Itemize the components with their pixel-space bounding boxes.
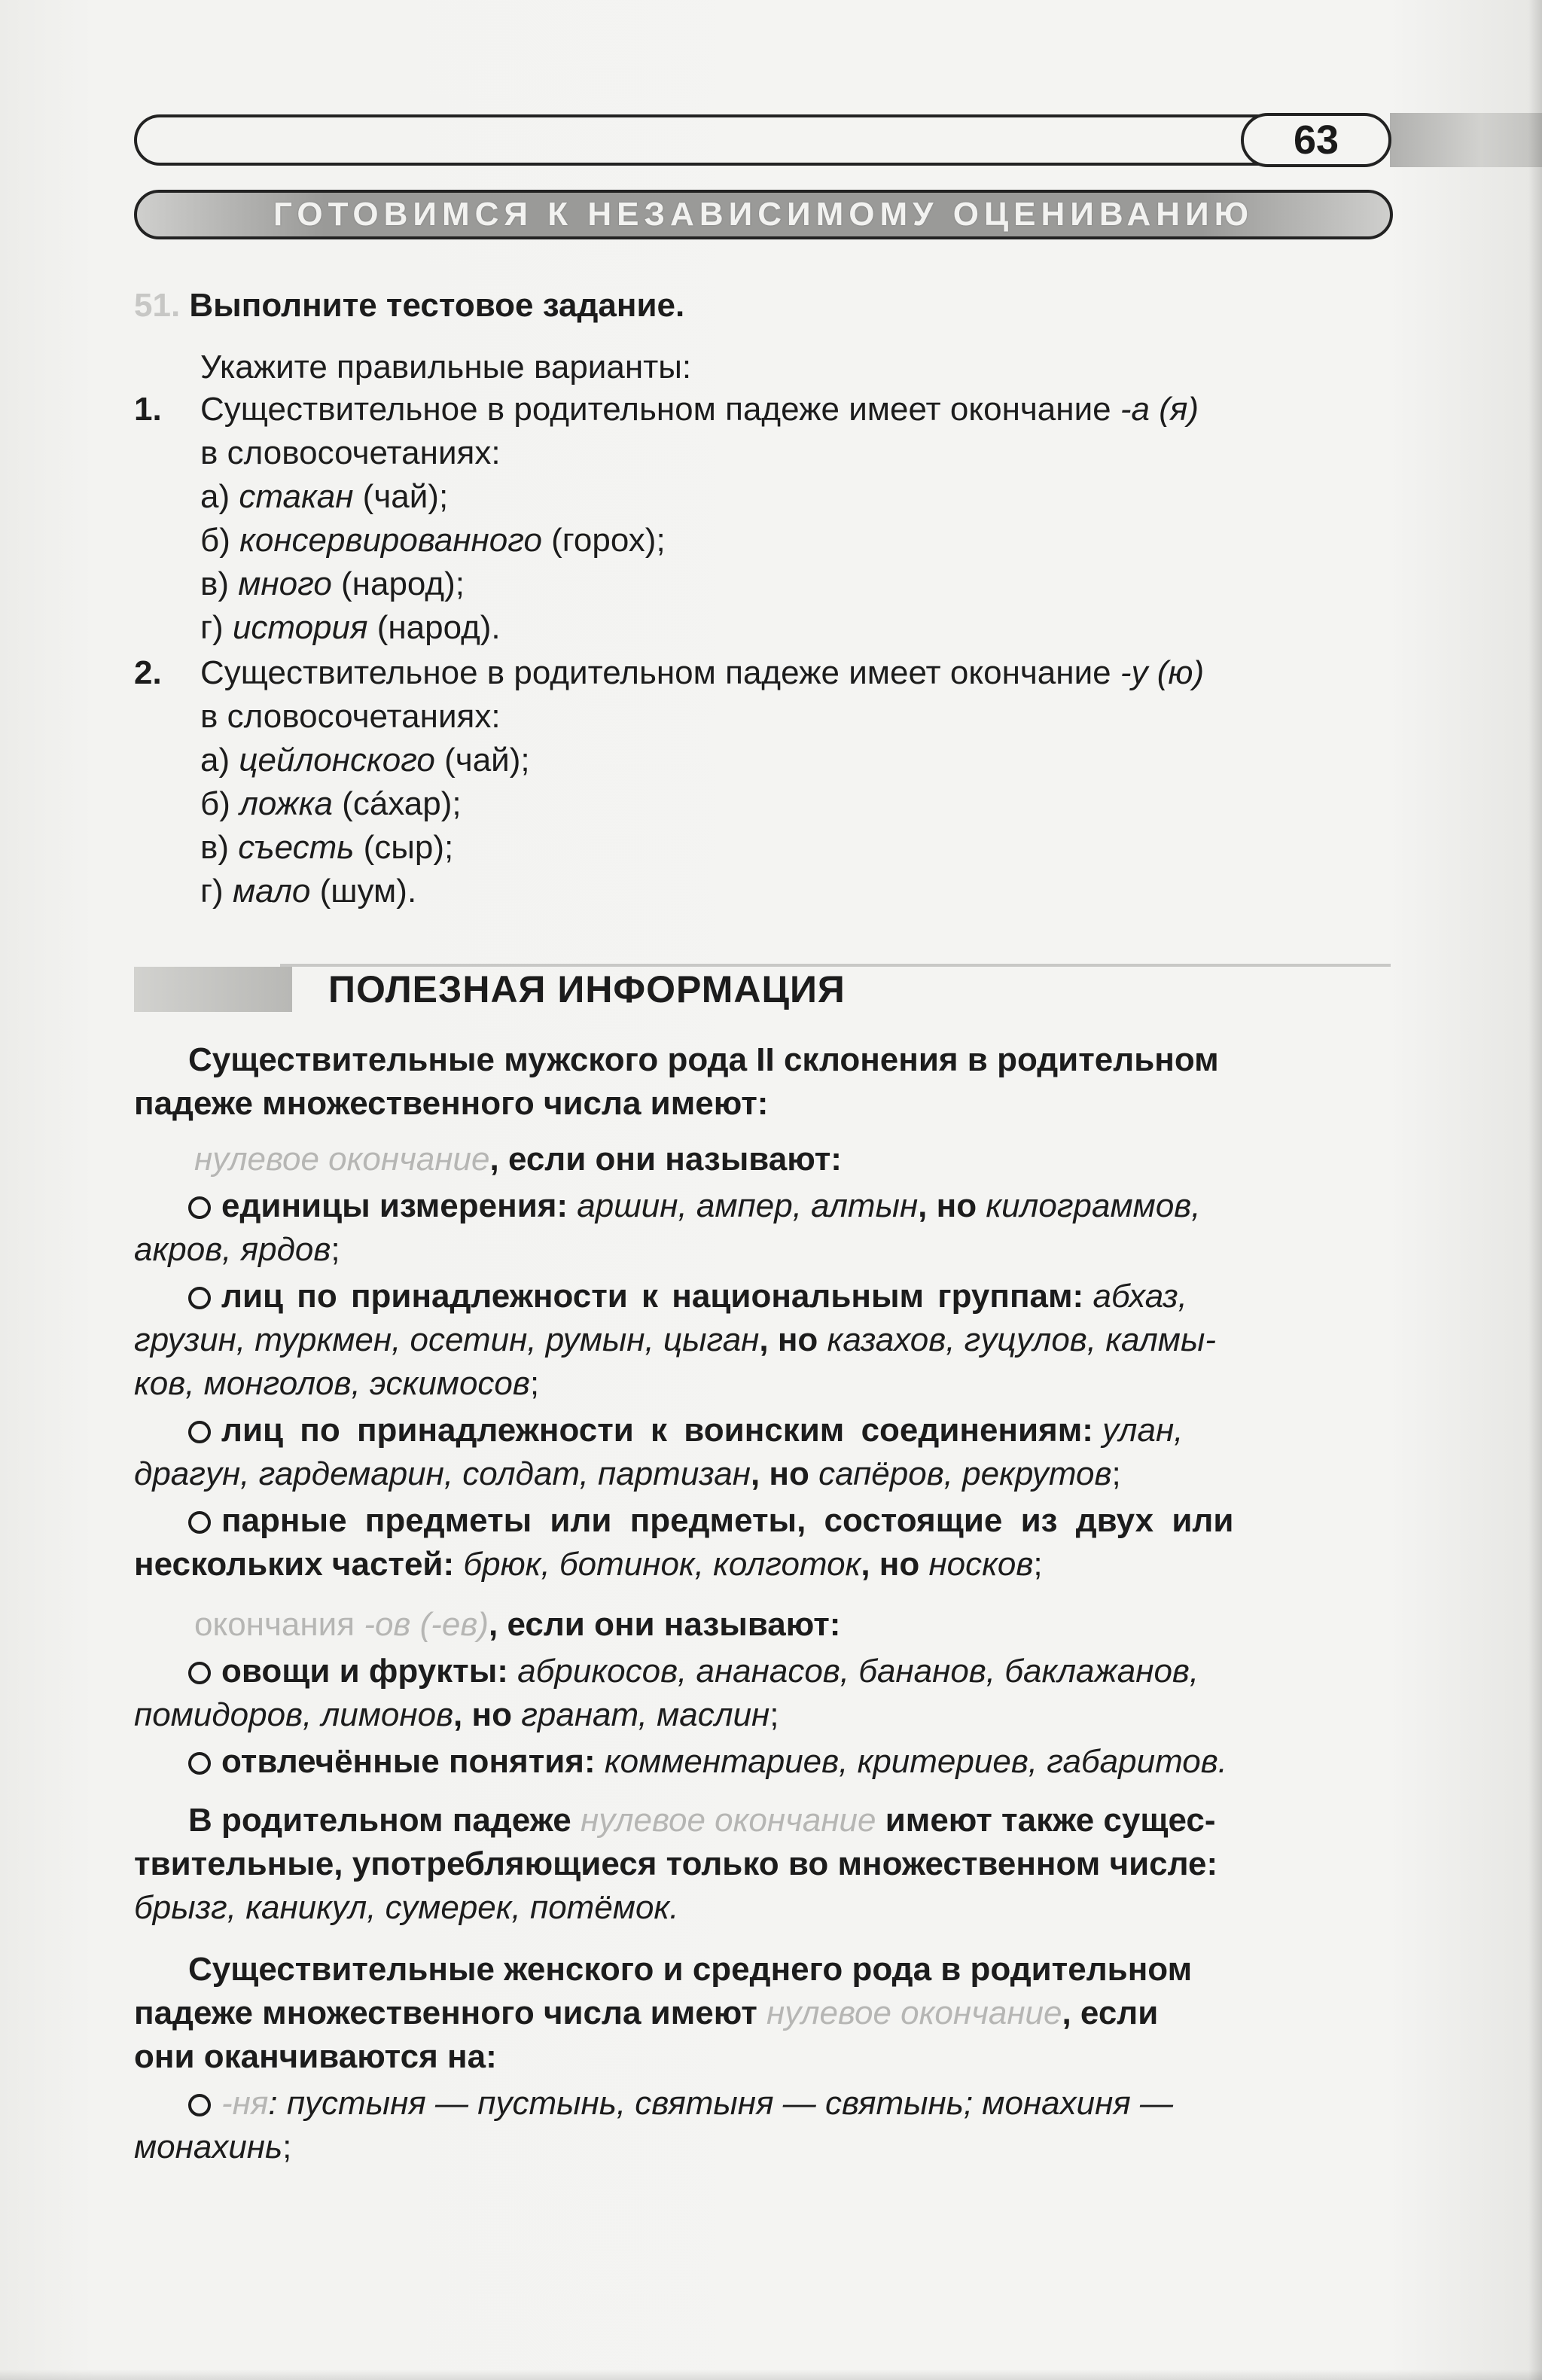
- question-2-ending: -у (ю): [1120, 654, 1205, 691]
- question-1-option-d: г) история (народ).: [200, 609, 501, 646]
- question-2-number: 2.: [134, 654, 162, 691]
- header-shade: [1390, 113, 1542, 167]
- question-2-option-d: г) мало (шум).: [200, 873, 417, 910]
- section-banner: [134, 190, 1393, 239]
- bullet-circle-icon: [188, 1421, 211, 1443]
- task-title: Выполните тестовое задание.: [189, 287, 685, 324]
- question-1-number: 1.: [134, 391, 162, 428]
- bullet-abstract: отвлечённые понятия: комментариев, критериев, габаритов.: [188, 1741, 1227, 1783]
- info-p1-line-1: Существительные мужского рода II склонения в родительном: [188, 1041, 1219, 1078]
- header-rule: [134, 114, 1267, 166]
- bullet-circle-icon: [188, 2094, 211, 2116]
- bullet-military: лиц по принадлежности к воинским соединениям: улан,: [188, 1409, 1183, 1452]
- question-1-option-c: в) много (народ);: [200, 565, 465, 602]
- question-2-text: Существительное в родительном падеже имеет окончание -у (ю): [200, 654, 1205, 691]
- question-1-option-a: а) стакан (чай);: [200, 478, 449, 515]
- task-instruction: Укажите правильные варианты:: [200, 349, 692, 385]
- bullet-nya-line-2: монахинь;: [134, 2129, 292, 2165]
- question-1-text: Существительное в родительном падеже имеет окончание -а (я): [200, 391, 1199, 428]
- bullet-fruits: овощи и фрукты: абрикосов, ананасов, бананов, баклажанов,: [188, 1650, 1199, 1693]
- zero-ending-heading: нулевое окончание, если они называют:: [194, 1141, 842, 1178]
- info-title: ПОЛЕЗНАЯ ИНФОРМАЦИЯ: [328, 968, 846, 1010]
- page-bottom-shadow: [0, 2369, 1542, 2380]
- question-1-line-2: в словосочетаниях:: [200, 434, 501, 471]
- info-p1-line-2: падеже множественного числа имеют:: [134, 1085, 769, 1122]
- ov-ending-heading: окончания -ов (-ев), если они называют:: [194, 1606, 841, 1643]
- bullet-circle-icon: [188, 1511, 211, 1534]
- bullet-units: единицы измерения: аршин, ампер, алтын, но килограммов,: [188, 1185, 1200, 1227]
- bullet-paired-line-2: нескольких частей: брюк, ботинок, колготок, но носков;: [134, 1546, 1043, 1583]
- info-p3-line-3: они оканчиваются на:: [134, 2038, 497, 2075]
- section-banner-text: ГОТОВИМСЯ К НЕЗАВИСИМОМУ ОЦЕНИВАНИЮ: [273, 196, 1254, 233]
- question-1-line-1: [134, 389, 1391, 431]
- page-edge-shadow: [1528, 0, 1542, 2380]
- info-p3-line-1: Существительные женского и среднего рода в родительном: [188, 1951, 1193, 1988]
- bullet-circle-icon: [188, 1196, 211, 1219]
- info-p2-line-3: брызг, каникул, сумерек, потёмок.: [134, 1889, 679, 1926]
- bullet-circle-icon: [188, 1752, 211, 1775]
- page-number: 63: [1241, 113, 1391, 167]
- question-2-option-b: б) ложка (сáхар);: [200, 785, 462, 822]
- question-1-ending: -а (я): [1120, 391, 1199, 428]
- question-2-option-a: а) цейлонского (чай);: [200, 742, 530, 779]
- question-2-option-c: в) съесть (сыр);: [200, 829, 454, 866]
- bullet-paired: парные предметы или предметы, состоящие из двух или: [188, 1500, 1233, 1542]
- info-tab: [134, 967, 292, 1012]
- question-2-line-1: [134, 652, 1391, 694]
- question-2-line-2: в словосочетаниях:: [200, 698, 501, 735]
- bullet-fruits-line-2: помидоров, лимонов, но гранат, маслин;: [134, 1696, 779, 1733]
- bullet-units-line-2: акров, ярдов;: [134, 1231, 340, 1268]
- bullet-nationality-line-2: грузин, туркмен, осетин, румын, цыган, но казахов, гуцулов, калмы-: [134, 1321, 1216, 1358]
- info-p2-line-1: В родительном падеже нулевое окончание имеют также сущес-: [188, 1802, 1216, 1839]
- info-p3-line-2: падеже множественного числа имеют нулевое окончание, если: [134, 1995, 1159, 2031]
- bullet-nationality: лиц по принадлежности к национальным группам: абхаз,: [188, 1275, 1187, 1318]
- bullet-nya: -ня: пустыня — пустынь, святыня — святынь; монахиня —: [188, 2083, 1173, 2125]
- task-heading: [134, 285, 684, 327]
- question-1-option-b: б) консервированного (горох);: [200, 522, 666, 559]
- bullet-military-line-2: драгун, гардемарин, солдат, партизан, но сапёров, рекрутов;: [134, 1455, 1121, 1492]
- bullet-circle-icon: [188, 1662, 211, 1684]
- info-p2-line-2: твительные, употребляющиеся только во множественном числе:: [134, 1845, 1218, 1882]
- bullet-nationality-line-3: ков, монголов, эскимосов;: [134, 1365, 540, 1402]
- bullet-circle-icon: [188, 1287, 211, 1309]
- task-number: 51.: [134, 287, 181, 324]
